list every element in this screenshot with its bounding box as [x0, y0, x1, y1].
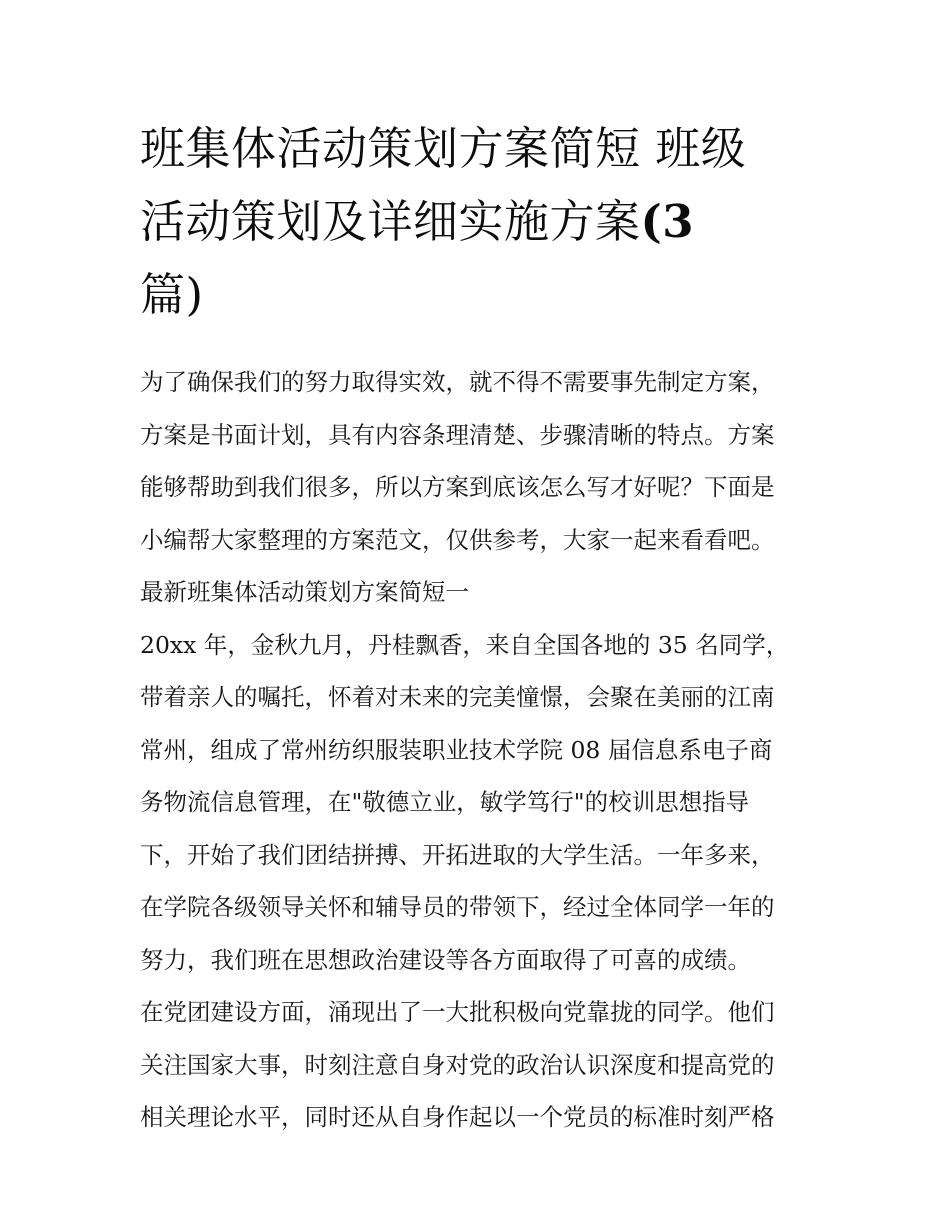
title-line-3: 篇)	[140, 268, 204, 321]
body-line: 关注国家大事，时刻注意自身对党的政治认识深度和提高党的	[140, 1050, 775, 1079]
body-line: 努力，我们班在思想政治建设等各方面取得了可喜的成绩。	[140, 945, 751, 974]
section-heading: 最新班集体活动策划方案简短一	[140, 578, 469, 606]
body-line: 小编帮大家整理的方案范文，仅供参考，大家一起来看看吧。	[140, 525, 775, 554]
body-line: 下，开始了我们团结拼搏、开拓进取的大学生活。一年多来，	[140, 840, 775, 869]
body-line: 在党团建设方面，涌现出了一大批积极向党靠拢的同学。他们	[140, 998, 775, 1026]
body-line: 能够帮助到我们很多，所以方案到底该怎么写才好呢？下面是	[140, 473, 775, 501]
title-line-1: 班集体活动策划方案简短 班级	[140, 122, 747, 175]
body-line: 务物流信息管理，在"敬德立业，敏学笃行"的校训思想指导	[140, 788, 750, 816]
document-body	[140, 356, 820, 1144]
body-line: 常州，组成了常州纺织服装职业技术学院 08 届信息系电子商	[140, 735, 773, 764]
body-line: 方案是书面计划，具有内容条理清楚、步骤清晰的特点。方案	[140, 420, 775, 449]
body-line: 20xx 年，金秋九月，丹桂飘香，来自全国各地的 35 名同学，	[140, 630, 790, 659]
body-line: 为了确保我们的努力取得实效，就不得不需要事先制定方案，	[140, 368, 775, 396]
document-title	[140, 112, 830, 331]
body-line: 相关理论水平，同时还从自身作起以一个党员的标准时刻严格	[140, 1103, 775, 1131]
body-line: 在学院各级领导关怀和辅导员的带领下，经过全体同学一年的	[140, 893, 775, 921]
body-line: 带着亲人的嘱托，怀着对未来的完美憧憬，会聚在美丽的江南	[140, 683, 775, 711]
title-line-2: 活动策划及详细实施方案	[140, 195, 641, 248]
title-line-2-count: (3	[640, 195, 695, 248]
